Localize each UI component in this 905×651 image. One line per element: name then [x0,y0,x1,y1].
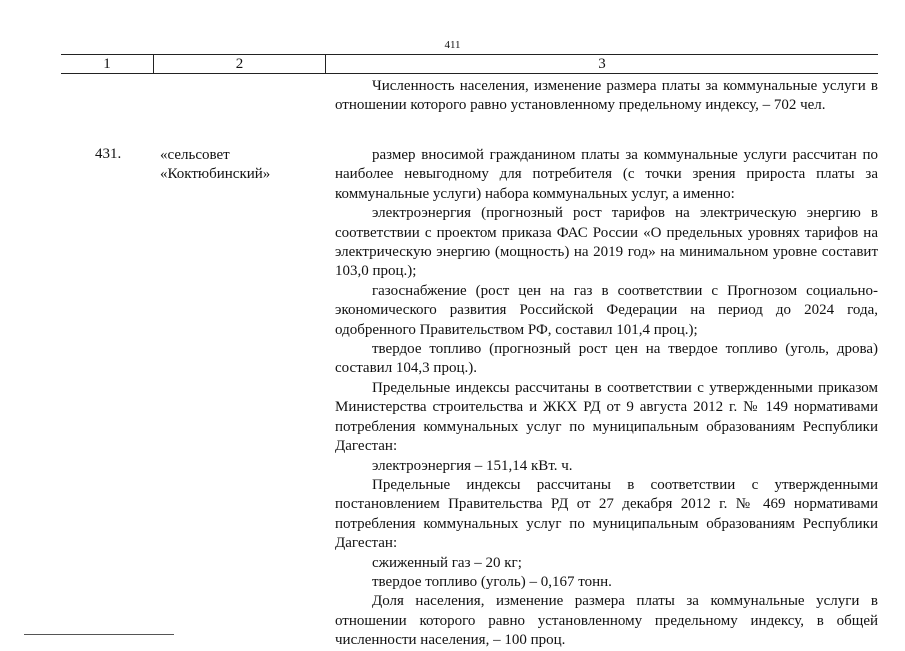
table-header-col-2: 2 [153,55,326,73]
table-header-col-1: 1 [103,55,111,72]
page-number: 411 [444,39,461,51]
entry-paragraph: газоснабжение (рост цен на газ в соответствии с Прогнозом социально-экономического развития Российской Федерации на период до 2024 года, одобренного Правительством РФ, составил 101,4 проц.); [335,282,878,338]
entry-paragraph: Предельные индексы рассчитаны в соответствии с утвержденными приказом Министерства строительства и ЖКХ РД от 9 августа 2012 г. № 149 нормативами потребления коммунальных услуг по муниципальным образованиям Республики Дагестан: [335,379,878,455]
entry-paragraph: размер вносимой гражданином платы за коммунальные услуги рассчитан по наиболее невыгодному для потребителя (с точки зрения прироста платы за коммунальные услуги) набора коммунальных услуг, а именно: [335,147,878,202]
top-paragraph: Численность населения, изменение размера платы за коммунальные услуги в отношении которого равно установленному предельному индексу, – 702 чел. [335,78,878,114]
entry-paragraph: твердое топливо (уголь) – 0,167 тонн. [372,573,612,590]
table-header-row [61,54,878,74]
table-header-col-3: 3 [598,55,606,72]
entry-paragraph: Доля населения, изменение размера платы за коммунальные услуги в отношении которого равно установленному предельному индексу, в общей численности населения, – 100 проц. [335,593,878,649]
top-paragraph-block [335,77,878,116]
entry-number: 431. [95,146,122,162]
entry-paragraph: электроэнергия (прогнозный рост тарифов на электрическую энергию в соответствии с проектом приказа ФАС России «О предельных уровнях тарифов на электрическую энергию (мощность) на 2019 год» на минимальном уровне составит 103,0 проц.); [335,205,878,280]
entry-name: «сельсовет «Коктюбинский» [160,147,271,183]
entry-paragraph: электроэнергия – 151,14 кВт. ч. [372,457,573,474]
entry-content [335,146,878,651]
entry-paragraph: Предельные индексы рассчитаны в соответствии с утвержденными постановлением Правительства РД от 27 декабря 2012 г. № 469 нормативами потребления коммунальных услуг по муниципальным образованиям Республики Дагестан: [335,476,878,552]
entry-paragraph: твердое топливо (прогнозный рост цен на твердое топливо (уголь, дрова) составил 104,3 проц.). [335,341,878,377]
bottom-divider [24,634,174,635]
entry-paragraph: сжиженный газ – 20 кг; [372,554,522,571]
